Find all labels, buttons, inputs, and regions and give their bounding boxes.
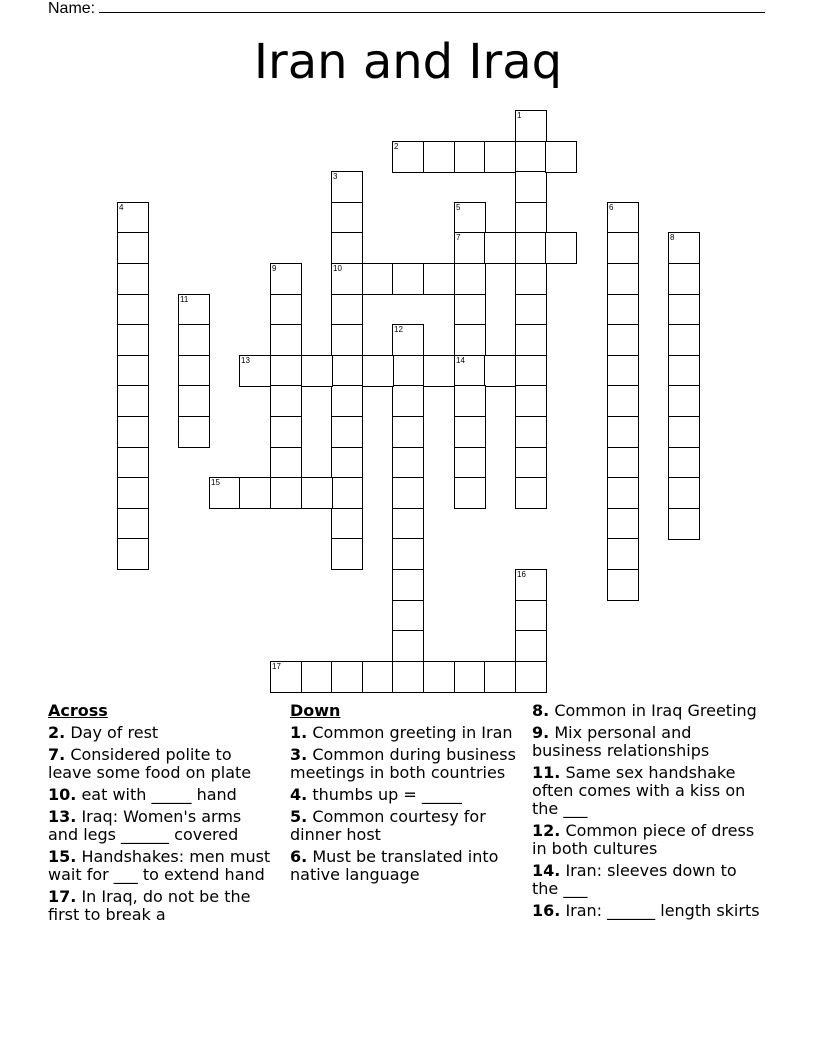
grid-cell[interactable]: [607, 294, 639, 326]
grid-cell[interactable]: [331, 477, 363, 509]
clue-number-label: 13: [241, 356, 250, 365]
grid-cell[interactable]: [668, 232, 700, 264]
grid-cell[interactable]: [392, 263, 424, 295]
clue-number-label: 11: [180, 295, 189, 304]
grid-cell[interactable]: [484, 141, 516, 173]
clue-down-5: [532, 702, 766, 720]
clue-number-label: 12: [394, 325, 403, 334]
grid-cell[interactable]: [607, 508, 639, 540]
clue-number: 16.: [532, 901, 561, 920]
grid-cell[interactable]: [392, 630, 424, 662]
clue-number: 2.: [48, 723, 66, 742]
clue-text: thumbs up = _____: [312, 785, 462, 804]
grid-cell[interactable]: [392, 569, 424, 601]
clue-number: 13.: [48, 807, 77, 826]
down-heading: Down: [290, 701, 341, 720]
grid-cell[interactable]: [423, 141, 455, 173]
clue-across-4: [48, 848, 274, 884]
down-clue-list: [290, 724, 520, 884]
clue-number-label: 5: [456, 203, 461, 212]
grid-cell[interactable]: [270, 294, 302, 326]
grid-cell[interactable]: [301, 355, 333, 387]
grid-cell[interactable]: [117, 447, 149, 479]
grid-cell[interactable]: [515, 355, 547, 387]
grid-cell[interactable]: [607, 263, 639, 295]
grid-cell[interactable]: [270, 324, 302, 356]
clue-number-label: 14: [456, 356, 465, 365]
grid-cell[interactable]: [515, 630, 547, 662]
grid-cell[interactable]: [117, 538, 149, 570]
clue-across-3: [48, 808, 274, 844]
clue-down-3: [290, 808, 520, 844]
across-heading: Across: [48, 701, 108, 720]
grid-cell[interactable]: [178, 385, 210, 417]
clue-number-label: 6: [609, 203, 614, 212]
grid-cell[interactable]: [607, 569, 639, 601]
clue-down-0: [290, 724, 520, 742]
grid-cell[interactable]: [331, 538, 363, 570]
grid-cell[interactable]: [392, 141, 424, 173]
grid-cell[interactable]: [668, 416, 700, 448]
clue-across-5: [48, 888, 274, 924]
clue-text: In Iraq, do not be the first to break a: [48, 887, 251, 924]
clue-number: 17.: [48, 887, 77, 906]
grid-cell[interactable]: [668, 263, 700, 295]
grid-cell[interactable]: [454, 416, 486, 448]
grid-cell[interactable]: [392, 416, 424, 448]
grid-cell[interactable]: [454, 202, 486, 234]
clue-number-label: 8: [670, 233, 675, 242]
grid-cell[interactable]: [515, 661, 547, 693]
grid-cell[interactable]: [117, 294, 149, 326]
clue-text: Iran: ______ length skirts: [565, 901, 760, 920]
clue-number: 8.: [532, 701, 550, 720]
grid-cell[interactable]: [362, 661, 394, 693]
grid-cell[interactable]: [515, 477, 547, 509]
clue-number: 3.: [290, 745, 308, 764]
down-column-1: [290, 702, 520, 888]
clue-text: Iran: sleeves down to the ___: [532, 861, 737, 898]
grid-cell[interactable]: [117, 508, 149, 540]
grid-cell[interactable]: [668, 385, 700, 417]
grid-cell[interactable]: [423, 661, 455, 693]
clue-number: 4.: [290, 785, 308, 804]
grid-cell[interactable]: [515, 110, 547, 142]
grid-cell[interactable]: [668, 324, 700, 356]
clue-number-label: 2: [394, 142, 399, 151]
grid-cell[interactable]: [239, 355, 271, 387]
grid-cell[interactable]: [454, 294, 486, 326]
grid-cell[interactable]: [178, 294, 210, 326]
grid-cell[interactable]: [454, 385, 486, 417]
grid-cell[interactable]: [331, 324, 363, 356]
grid-cell[interactable]: [117, 416, 149, 448]
grid-cell[interactable]: [270, 416, 302, 448]
clue-text: Day of rest: [70, 723, 159, 742]
grid-cell[interactable]: [301, 477, 333, 509]
clue-text: Considered polite to leave some food on plate: [48, 745, 252, 782]
grid-cell[interactable]: [331, 385, 363, 417]
grid-cell[interactable]: [515, 202, 547, 234]
grid-cell[interactable]: [515, 324, 547, 356]
grid-cell[interactable]: [607, 416, 639, 448]
grid-cell[interactable]: [178, 324, 210, 356]
clue-down-8: [532, 822, 766, 858]
clue-text: Same sex handshake often comes with a kiss on the ___: [532, 763, 746, 818]
clue-number: 14.: [532, 861, 561, 880]
grid-cell[interactable]: [331, 202, 363, 234]
across-clue-list: [48, 724, 274, 924]
clue-down-7: [532, 764, 766, 818]
grid-cell[interactable]: [454, 661, 486, 693]
clue-down-10: [532, 902, 766, 920]
grid-cell[interactable]: [117, 263, 149, 295]
grid-cell[interactable]: [331, 355, 363, 387]
grid-cell[interactable]: [117, 355, 149, 387]
grid-cell[interactable]: [331, 447, 363, 479]
grid-cell[interactable]: [545, 141, 577, 173]
across-column: [48, 702, 274, 928]
name-label: Name:: [48, 0, 96, 17]
grid-cell[interactable]: [117, 324, 149, 356]
grid-cell[interactable]: [515, 385, 547, 417]
clue-number: 9.: [532, 723, 550, 742]
clue-number-label: 10: [333, 264, 342, 273]
grid-cell[interactable]: [515, 263, 547, 295]
grid-cell[interactable]: [484, 661, 516, 693]
clue-number: 1.: [290, 723, 308, 742]
grid-cell[interactable]: [362, 355, 394, 387]
grid-cell[interactable]: [331, 263, 363, 295]
grid-cell[interactable]: [392, 600, 424, 632]
grid-cell[interactable]: [362, 263, 394, 295]
clue-text: Common during business meetings in both countries: [290, 745, 516, 782]
clue-text: Iraq: Women's arms and legs ______ covered: [48, 807, 242, 844]
grid-cell[interactable]: [515, 141, 547, 173]
clue-down-9: [532, 862, 766, 898]
grid-cell[interactable]: [239, 477, 271, 509]
grid-cell[interactable]: [607, 324, 639, 356]
grid-cell[interactable]: [209, 477, 241, 509]
grid-cell[interactable]: [454, 141, 486, 173]
clue-number: 7.: [48, 745, 66, 764]
grid-cell[interactable]: [331, 508, 363, 540]
grid-cell[interactable]: [484, 355, 516, 387]
clue-down-2: [290, 786, 520, 804]
clue-across-1: [48, 746, 274, 782]
grid-cell[interactable]: [607, 477, 639, 509]
grid-cell[interactable]: [392, 324, 424, 356]
grid-cell[interactable]: [515, 600, 547, 632]
clue-text: Common in Iraq Greeting: [554, 701, 757, 720]
grid-cell[interactable]: [270, 477, 302, 509]
grid-cell[interactable]: [117, 477, 149, 509]
down-clue-list-continued: [532, 702, 766, 920]
grid-cell[interactable]: [515, 416, 547, 448]
grid-cell[interactable]: [607, 355, 639, 387]
clue-down-6: [532, 724, 766, 760]
grid-cell[interactable]: [454, 355, 486, 387]
grid-cell[interactable]: [607, 538, 639, 570]
grid-cell[interactable]: [607, 447, 639, 479]
grid-cell[interactable]: [515, 294, 547, 326]
grid-cell[interactable]: [484, 232, 516, 264]
grid-cell[interactable]: [454, 263, 486, 295]
grid-cell[interactable]: [178, 355, 210, 387]
clue-text: Mix personal and business relationships: [532, 723, 710, 760]
clue-across-2: [48, 786, 274, 804]
puzzle-title: Iran and Iraq: [253, 34, 563, 90]
grid-cell[interactable]: [301, 661, 333, 693]
grid-cell[interactable]: [423, 263, 455, 295]
grid-cell[interactable]: [331, 416, 363, 448]
grid-cell[interactable]: [607, 232, 639, 264]
down-column-2: [532, 702, 766, 924]
grid-cell[interactable]: [270, 385, 302, 417]
clue-number: 15.: [48, 847, 77, 866]
grid-cell[interactable]: [454, 324, 486, 356]
clue-across-0: [48, 724, 274, 742]
grid-cell[interactable]: [392, 661, 424, 693]
grid-cell[interactable]: [515, 171, 547, 203]
grid-cell[interactable]: [270, 355, 302, 387]
grid-cell[interactable]: [668, 477, 700, 509]
grid-cell[interactable]: [392, 508, 424, 540]
grid-cell[interactable]: [515, 569, 547, 601]
grid-cell[interactable]: [117, 385, 149, 417]
clue-text: eat with _____ hand: [81, 785, 237, 804]
grid-cell[interactable]: [117, 202, 149, 234]
clue-text: Handshakes: men must wait for ___ to extend hand: [48, 847, 271, 884]
clue-number-label: 4: [119, 203, 124, 212]
clue-down-4: [290, 848, 520, 884]
grid-cell[interactable]: [270, 447, 302, 479]
clue-number-label: 1: [517, 111, 522, 120]
clue-number-label: 9: [272, 264, 277, 273]
clue-number-label: 3: [333, 172, 338, 181]
clue-down-1: [290, 746, 520, 782]
grid-cell[interactable]: [607, 385, 639, 417]
clue-number-label: 16: [517, 570, 526, 579]
grid-cell[interactable]: [392, 355, 424, 387]
grid-cell[interactable]: [178, 416, 210, 448]
clue-text: Common courtesy for dinner host: [290, 807, 486, 844]
grid-cell[interactable]: [392, 385, 424, 417]
grid-cell[interactable]: [668, 508, 700, 540]
grid-cell[interactable]: [331, 661, 363, 693]
clue-number-label: 15: [211, 478, 220, 487]
clue-number: 11.: [532, 763, 561, 782]
grid-cell[interactable]: [545, 232, 577, 264]
clue-number-label: 17: [272, 662, 281, 671]
grid-cell[interactable]: [607, 202, 639, 234]
grid-cell[interactable]: [331, 294, 363, 326]
grid-cell[interactable]: [515, 447, 547, 479]
grid-cell[interactable]: [423, 355, 455, 387]
clue-number: 5.: [290, 807, 308, 826]
grid-cell[interactable]: [270, 661, 302, 693]
grid-cell[interactable]: [270, 263, 302, 295]
grid-cell[interactable]: [668, 355, 700, 387]
clue-number: 12.: [532, 821, 561, 840]
grid-cell[interactable]: [392, 447, 424, 479]
grid-cell[interactable]: [117, 232, 149, 264]
grid-cell[interactable]: [392, 538, 424, 570]
grid-cell[interactable]: [331, 171, 363, 203]
clue-number-label: 7: [456, 233, 461, 242]
grid-cell[interactable]: [331, 232, 363, 264]
grid-cell[interactable]: [515, 232, 547, 264]
clue-number: 6.: [290, 847, 308, 866]
grid-cell[interactable]: [454, 477, 486, 509]
clue-text: Must be translated into native language: [290, 847, 499, 884]
grid-cell[interactable]: [668, 447, 700, 479]
grid-cell[interactable]: [454, 447, 486, 479]
clue-number: 10.: [48, 785, 77, 804]
clue-text: Common greeting in Iran: [312, 723, 513, 742]
grid-cell[interactable]: [392, 477, 424, 509]
clue-text: Common piece of dress in both cultures: [532, 821, 755, 858]
grid-cell[interactable]: [454, 232, 486, 264]
grid-cell[interactable]: [668, 294, 700, 326]
